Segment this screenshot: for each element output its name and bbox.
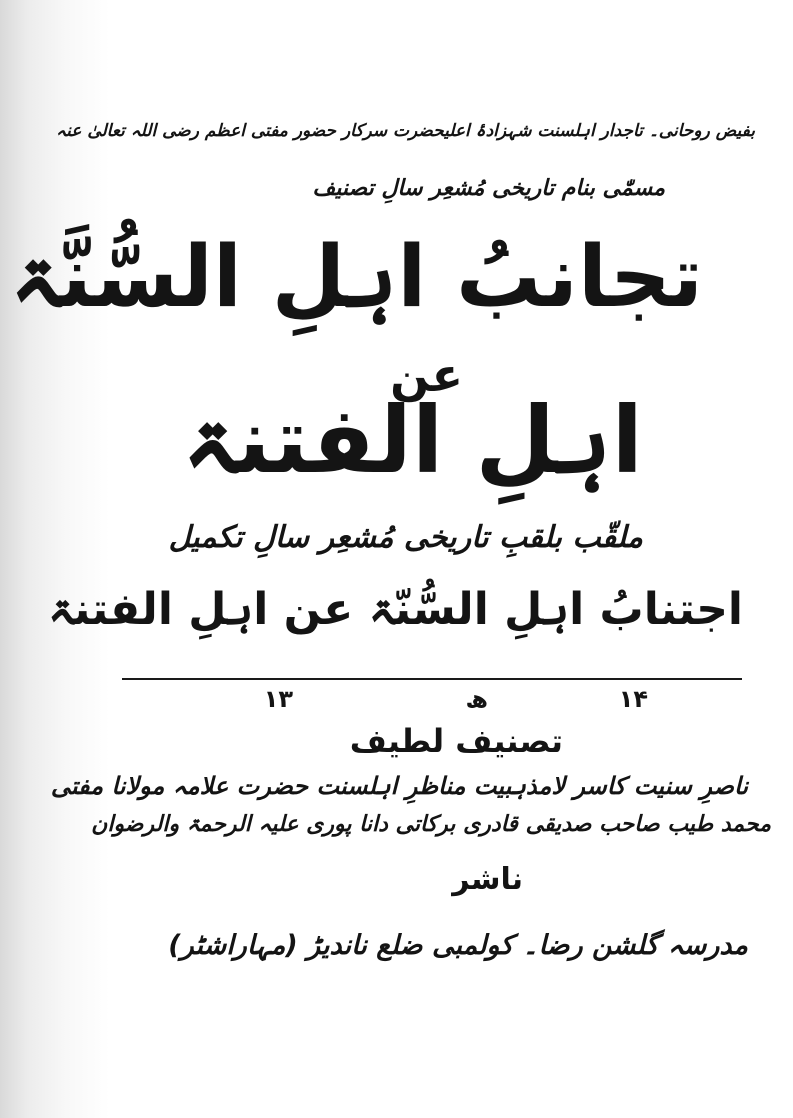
hijri-year: [40, 685, 793, 725]
author-name-line: محمد طیب صاحب صدیقی قادری برکاتی دانا پوری علیہ الرحمۃ والرضوان: [91, 812, 771, 837]
hijri-year-part: ۱۳: [263, 685, 293, 713]
book-title-line-2: اہلِ الفتنۃ: [182, 387, 643, 494]
author-titles-line: ناصرِ سنیت کاسر لامذہبیت مناظرِ اہلسنت حضرت علامہ مولانا مفتی: [50, 772, 748, 800]
chronogram-title: اجتنابُ اہلِ السُّنّۃ عن اہلِ الفتنۃ: [47, 584, 743, 635]
hijri-year-part: ۱۴: [618, 685, 648, 713]
publisher-address: مدرسہ گلشن رضا۔ کولمبی ضلع ناندیڑ (مہاراشٹر): [168, 930, 748, 961]
book-title-connector: عن: [390, 348, 463, 402]
publisher-heading: ناشر: [452, 862, 523, 897]
intro-naming-line: مسمّٰی بنام تاریخی مُشعِر سالِ تصنیف: [312, 176, 665, 201]
title-page: [9, 0, 793, 1118]
subtitle: ملقّب بلقبِ تاریخی مُشعِر سالِ تکمیل: [168, 520, 643, 555]
author-heading: تصنیف لطیف: [349, 722, 563, 760]
intro-dedication-line: بفیض روحانی۔ تاجدار اہلسنت شہزادۂ اعلیحضرت سرکار حضور مفتی اعظم رضی اللہ تعالیٰ عنہ: [56, 121, 755, 141]
book-title-line-1: تجانبُ اہلِ السُّنَّۃ: [9, 228, 703, 327]
divider-line: [122, 678, 742, 680]
hijri-year-part: ھ: [465, 685, 488, 713]
